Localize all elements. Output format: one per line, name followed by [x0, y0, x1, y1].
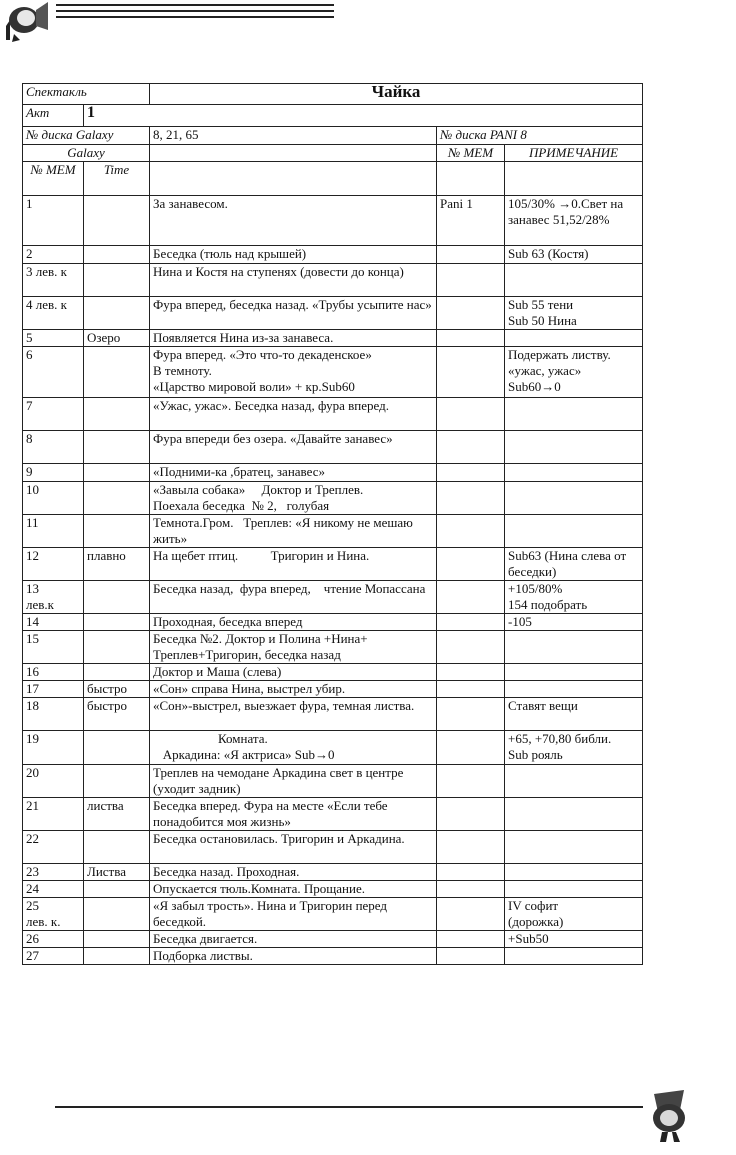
- spotlight-icon: [644, 1088, 694, 1149]
- column-header-row: [23, 162, 643, 196]
- time-cell: [84, 664, 150, 681]
- time-cell: [84, 948, 150, 965]
- cue-number-cell: 21: [23, 798, 84, 831]
- mem-galaxy-label: № МЕМ: [23, 162, 84, 196]
- pani-cell: [437, 264, 505, 297]
- table-row: [23, 431, 643, 464]
- action-cell: «Сон»-выстрел, выезжает фура, темная листва.: [150, 698, 437, 731]
- play-title: Чайка: [150, 84, 643, 105]
- table-row: [23, 698, 643, 731]
- pani-cell: [437, 731, 505, 765]
- time-cell: [84, 831, 150, 864]
- note-cell: [505, 464, 643, 482]
- action-cell: На щебет птиц. Тригорин и Нина.: [150, 548, 437, 581]
- table-row: [23, 614, 643, 631]
- action-cell: Беседка (тюль над крышей): [150, 246, 437, 264]
- pani-cell: [437, 765, 505, 798]
- pani-cell: [437, 698, 505, 731]
- table-row: [23, 464, 643, 482]
- note-cell: Sub63 (Нина слева от беседки): [505, 548, 643, 581]
- note-cell: [505, 831, 643, 864]
- action-cell: «Я забыл трость». Нина и Тригорин перед беседкой.: [150, 898, 437, 931]
- cue-number-cell: 12: [23, 548, 84, 581]
- note-cell: [505, 765, 643, 798]
- note-cell: [505, 515, 643, 548]
- time-cell: [84, 631, 150, 664]
- time-cell: [84, 581, 150, 614]
- pani-cell: [437, 246, 505, 264]
- time-cell: [84, 464, 150, 482]
- table-row: [23, 515, 643, 548]
- cue-number-cell: 3 лев. к: [23, 264, 84, 297]
- cue-number-cell: 23: [23, 864, 84, 881]
- note-cell: 105/30% →0.Свет на занавес 51,52/28%: [505, 196, 643, 246]
- cue-number-cell: 15: [23, 631, 84, 664]
- cue-number-cell: 2: [23, 246, 84, 264]
- table-row: [23, 898, 643, 931]
- note-cell: [505, 330, 643, 347]
- table-row: [23, 548, 643, 581]
- action-cell: Беседка остановилась. Тригорин и Аркадина.: [150, 831, 437, 864]
- note-cell: [505, 264, 643, 297]
- table-row: [23, 798, 643, 831]
- disk-pani-label: № диска PANI 8: [437, 127, 643, 145]
- table-row: [23, 765, 643, 798]
- cue-number-cell: 24: [23, 881, 84, 898]
- cue-number-cell: 27: [23, 948, 84, 965]
- table-row: [23, 398, 643, 431]
- action-cell: Фура впереди без озера. «Давайте занавес»: [150, 431, 437, 464]
- cue-number-cell: 6: [23, 347, 84, 398]
- cue-number-cell: 20: [23, 765, 84, 798]
- table-row: [23, 246, 643, 264]
- time-cell: [84, 398, 150, 431]
- time-cell: плавно: [84, 548, 150, 581]
- cue-number-cell: 18: [23, 698, 84, 731]
- cue-number-cell: 5: [23, 330, 84, 347]
- time-cell: Озеро: [84, 330, 150, 347]
- table-row: [23, 948, 643, 965]
- pani-cell: [437, 398, 505, 431]
- action-cell: Опускается тюль.Комната. Прощание.: [150, 881, 437, 898]
- pani-cell: [437, 831, 505, 864]
- action-cell: «Завыла собака» Доктор и Треплев. Поехала беседка № 2, голубая: [150, 482, 437, 515]
- action-cell: Беседка двигается.: [150, 931, 437, 948]
- pani-cell: [437, 898, 505, 931]
- table-row: [23, 881, 643, 898]
- note-cell: [505, 431, 643, 464]
- cue-number-cell: 7: [23, 398, 84, 431]
- pani-cell: [437, 581, 505, 614]
- cue-number-cell: 25 лев. к.: [23, 898, 84, 931]
- table-row: [23, 347, 643, 398]
- cue-number-cell: 8: [23, 431, 84, 464]
- time-cell: листва: [84, 798, 150, 831]
- spotlight-icon: [0, 0, 50, 49]
- pani-cell: [437, 948, 505, 965]
- pani-cell: [437, 548, 505, 581]
- time-cell: [84, 931, 150, 948]
- action-cell: «Ужас, ужас». Беседка назад, фура вперед.: [150, 398, 437, 431]
- table-row: [23, 330, 643, 347]
- cue-number-cell: 19: [23, 731, 84, 765]
- time-cell: Листва: [84, 864, 150, 881]
- table-row: [23, 681, 643, 698]
- action-cell: Фура вперед. «Это что-то декаденское» В темноту. «Царство мировой воли» + кр.Sub60: [150, 347, 437, 398]
- time-cell: [84, 431, 150, 464]
- cue-number-cell: 16: [23, 664, 84, 681]
- note-cell: [505, 798, 643, 831]
- note-cell: [505, 398, 643, 431]
- time-cell: [84, 297, 150, 330]
- note-cell: [505, 948, 643, 965]
- empty-cell: [150, 162, 437, 196]
- action-cell: Проходная, беседка вперед: [150, 614, 437, 631]
- pani-cell: [437, 931, 505, 948]
- pani-cell: [437, 881, 505, 898]
- time-cell: [84, 765, 150, 798]
- pani-cell: [437, 464, 505, 482]
- cue-number-cell: 13 лев.к: [23, 581, 84, 614]
- footer-rule: [55, 1106, 643, 1108]
- note-cell: +Sub50: [505, 931, 643, 948]
- time-cell: [84, 614, 150, 631]
- note-cell: Подержать листву. «ужас, ужас» Sub60→0: [505, 347, 643, 398]
- action-cell: Нина и Костя на ступенях (довести до конца): [150, 264, 437, 297]
- cue-number-cell: 4 лев. к: [23, 297, 84, 330]
- note-label: ПРИМЕЧАНИЕ: [505, 145, 643, 162]
- act-row: [23, 105, 643, 127]
- cue-number-cell: 11: [23, 515, 84, 548]
- action-cell: Фура вперед, беседка назад. «Трубы усыпите нас»: [150, 297, 437, 330]
- action-cell: Беседка вперед. Фура на месте «Если тебе понадобится моя жизнь»: [150, 798, 437, 831]
- pani-cell: [437, 482, 505, 515]
- note-cell: +105/80% 154 подобрать: [505, 581, 643, 614]
- pani-cell: [437, 614, 505, 631]
- time-label: Time: [84, 162, 150, 196]
- time-cell: [84, 881, 150, 898]
- galaxy-label: Galaxy: [23, 145, 150, 162]
- pani-cell: [437, 431, 505, 464]
- act-label: Акт: [23, 105, 84, 127]
- cue-number-cell: 22: [23, 831, 84, 864]
- cue-number-cell: 26: [23, 931, 84, 948]
- action-cell: «Подними-ка ,братец, занавес»: [150, 464, 437, 482]
- pani-cell: [437, 864, 505, 881]
- column-group-row: [23, 145, 643, 162]
- empty-cell: [150, 145, 437, 162]
- cue-number-cell: 9: [23, 464, 84, 482]
- cue-sheet-table: [22, 83, 643, 965]
- action-cell: Треплев на чемодане Аркадина свет в центре (уходит задник): [150, 765, 437, 798]
- header-rule: [56, 4, 334, 22]
- note-cell: [505, 664, 643, 681]
- pani-cell: [437, 515, 505, 548]
- cue-number-cell: 1: [23, 196, 84, 246]
- table-row: [23, 581, 643, 614]
- cue-number-cell: 17: [23, 681, 84, 698]
- action-cell: Беседка №2. Доктор и Полина +Нина+ Треплев+Тригорин, беседка назад: [150, 631, 437, 664]
- action-cell: Доктор и Маша (слева): [150, 664, 437, 681]
- action-cell: За занавесом.: [150, 196, 437, 246]
- action-cell: «Сон» справа Нина, выстрел убир.: [150, 681, 437, 698]
- note-cell: [505, 631, 643, 664]
- time-cell: [84, 347, 150, 398]
- action-cell: Комната. Аркадина: «Я актриса» Sub→0: [150, 731, 437, 765]
- play-label: Спектакль: [23, 84, 150, 105]
- note-cell: Ставят вещи: [505, 698, 643, 731]
- table-row: [23, 631, 643, 664]
- pani-cell: [437, 631, 505, 664]
- time-cell: [84, 731, 150, 765]
- play-row: [23, 84, 643, 105]
- time-cell: [84, 898, 150, 931]
- pani-cell: [437, 297, 505, 330]
- note-cell: [505, 681, 643, 698]
- note-cell: [505, 482, 643, 515]
- act-number: 1: [84, 105, 643, 127]
- empty-cell: [437, 162, 505, 196]
- time-cell: [84, 264, 150, 297]
- time-cell: [84, 196, 150, 246]
- table-row: [23, 864, 643, 881]
- action-cell: Появляется Нина из-за занавеса.: [150, 330, 437, 347]
- note-cell: -105: [505, 614, 643, 631]
- table-row: [23, 731, 643, 765]
- time-cell: быстро: [84, 698, 150, 731]
- note-cell: [505, 881, 643, 898]
- pani-cell: [437, 681, 505, 698]
- disk-galaxy-label: № диска Galaxy: [23, 127, 150, 145]
- table-row: [23, 831, 643, 864]
- disk-galaxy-value: 8, 21, 65: [150, 127, 437, 145]
- action-cell: Подборка листвы.: [150, 948, 437, 965]
- note-cell: Sub 55 тени Sub 50 Нина: [505, 297, 643, 330]
- empty-cell: [505, 162, 643, 196]
- table-row: [23, 196, 643, 246]
- mem-pani-label: № МЕМ: [437, 145, 505, 162]
- table-row: [23, 482, 643, 515]
- pani-cell: [437, 798, 505, 831]
- pani-cell: Pani 1: [437, 196, 505, 246]
- action-cell: Темнота.Гром. Треплев: «Я никому не мешаю жить»: [150, 515, 437, 548]
- time-cell: [84, 482, 150, 515]
- action-cell: Беседка назад, фура вперед, чтение Мопассана: [150, 581, 437, 614]
- pani-cell: [437, 664, 505, 681]
- cue-number-cell: 10: [23, 482, 84, 515]
- action-cell: Беседка назад. Проходная.: [150, 864, 437, 881]
- table-row: [23, 931, 643, 948]
- disk-row: [23, 127, 643, 145]
- note-cell: +65, +70,80 библи. Sub рояль: [505, 731, 643, 765]
- cue-number-cell: 14: [23, 614, 84, 631]
- pani-cell: [437, 330, 505, 347]
- time-cell: быстро: [84, 681, 150, 698]
- table-row: [23, 297, 643, 330]
- note-cell: Sub 63 (Костя): [505, 246, 643, 264]
- note-cell: [505, 864, 643, 881]
- pani-cell: [437, 347, 505, 398]
- table-row: [23, 264, 643, 297]
- time-cell: [84, 515, 150, 548]
- table-row: [23, 664, 643, 681]
- time-cell: [84, 246, 150, 264]
- note-cell: IV софит (дорожка): [505, 898, 643, 931]
